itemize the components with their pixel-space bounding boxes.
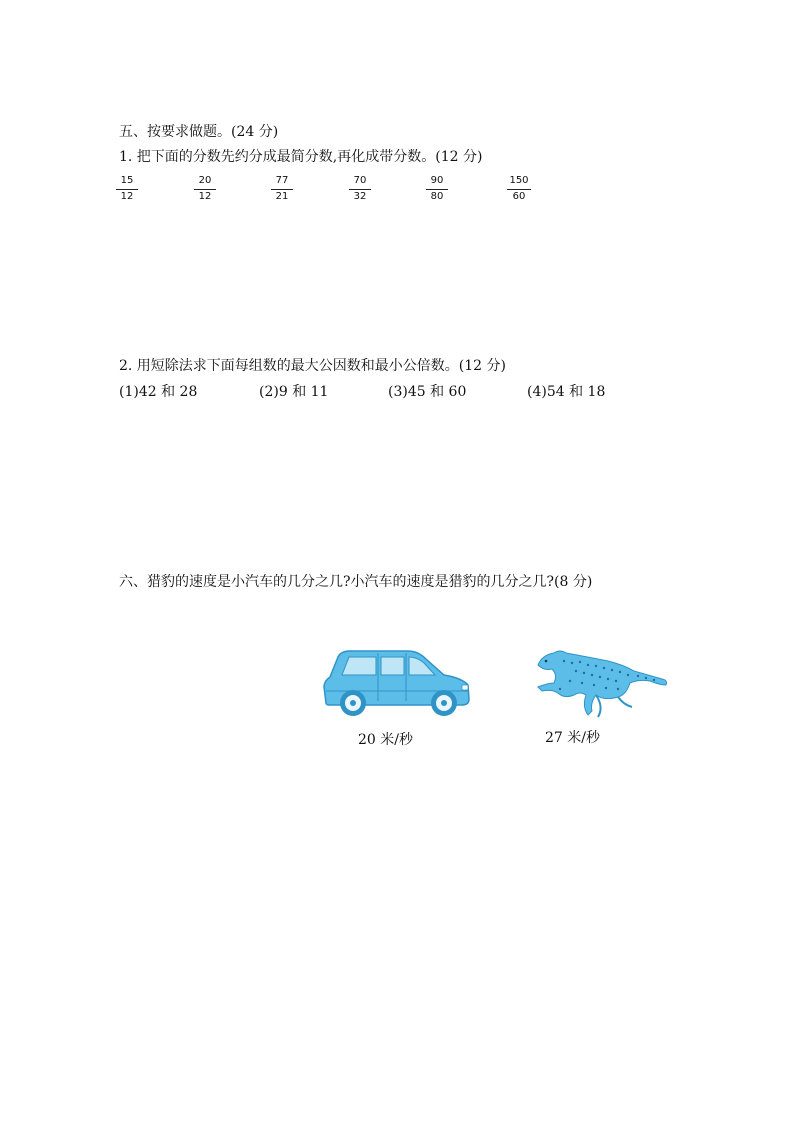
denominator: 12 [198, 191, 212, 202]
numerator: 15 [120, 175, 134, 186]
fraction-bar [507, 189, 531, 190]
question-2-item: (3)45 和 60 [388, 384, 467, 400]
fraction [190, 175, 220, 203]
denominator: 12 [120, 191, 134, 202]
question-1-text: 1. 把下面的分数先约分成最简分数,再化成带分数。(12 分) [119, 149, 483, 165]
denominator: 21 [275, 191, 289, 202]
fraction-bar [194, 189, 216, 190]
fraction [112, 175, 142, 203]
numerator: 150 [509, 175, 529, 186]
fraction [422, 175, 452, 203]
numerator: 77 [275, 175, 289, 186]
fraction [267, 175, 297, 203]
cheetah-illustration [534, 645, 670, 719]
question-2-text: 2. 用短除法求下面每组数的最大公因数和最小公倍数。(12 分) [119, 358, 506, 374]
cheetah-speed-label: 27 米/秒 [545, 730, 600, 746]
denominator: 80 [430, 191, 444, 202]
denominator: 60 [512, 191, 526, 202]
numerator: 20 [198, 175, 212, 186]
section-6-title: 六、猎豹的速度是小汽车的几分之几?小汽车的速度是猎豹的几分之几?(8 分) [119, 574, 593, 590]
fraction [345, 175, 375, 203]
cheetah-icon [538, 651, 667, 717]
numerator: 70 [353, 175, 367, 186]
numerator: 90 [430, 175, 444, 186]
question-2-item: (2)9 和 11 [259, 384, 329, 400]
car-icon [324, 651, 469, 716]
fraction-bar [271, 189, 293, 190]
question-2-item: (1)42 和 28 [119, 384, 198, 400]
denominator: 32 [353, 191, 367, 202]
fraction-bar [349, 189, 371, 190]
question-2-item: (4)54 和 18 [527, 384, 606, 400]
fraction [503, 175, 535, 203]
fraction-bar [426, 189, 448, 190]
car-speed-label: 20 米/秒 [358, 732, 413, 748]
section-5-title: 五、按要求做题。(24 分) [119, 124, 279, 140]
car-illustration [320, 647, 472, 719]
fraction-bar [116, 189, 138, 190]
